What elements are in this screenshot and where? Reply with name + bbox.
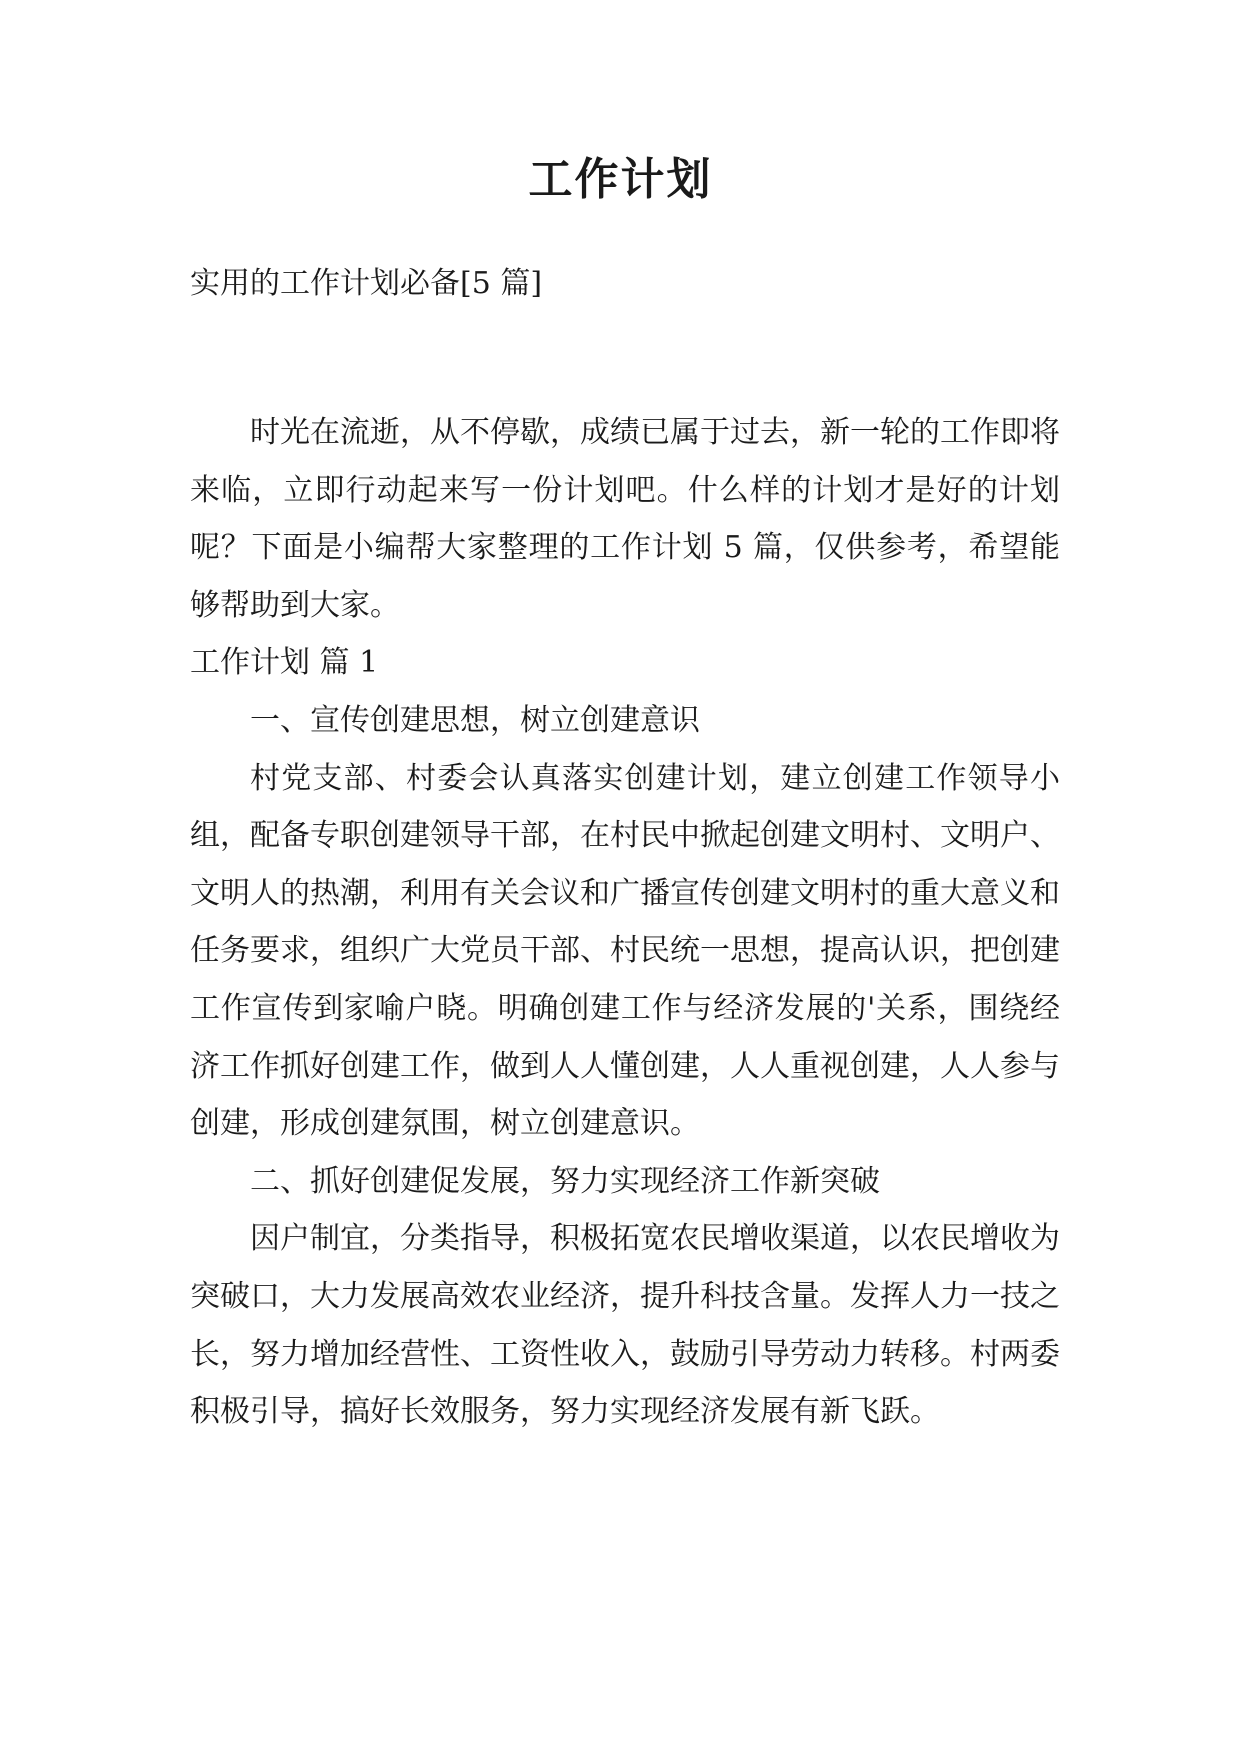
section-heading: 工作计划 篇 1 [190, 645, 379, 681]
subsection-heading-2: 二、抓好创建促发展，努力实现经济工作新突破 [250, 1163, 880, 1199]
document-body [190, 404, 1060, 1441]
intro-paragraph: 时光在流逝，从不停歇，成绩已属于过去，新一轮的工作即将来临，立即行动起来写一份计划吧。什么样的计划才是好的计划呢？下面是小编帮大家整理的工作计划 5 篇，仅供参考，希望能够帮助到大家。 [190, 415, 1060, 623]
document-title: 工作计划 [528, 154, 713, 205]
body-paragraph-2: 因户制宜，分类指导，积极拓宽农民增收渠道，以农民增收为突破口，大力发展高效农业经济，提升科技含量。发挥人力一技之长，努力增加经营性、工资性收入，鼓励引导劳动力转移。村两委积极引导，搞好长效服务，努力实现经济发展有新飞跃。 [190, 1221, 1060, 1430]
document-subtitle: 实用的工作计划必备[5 篇] [190, 266, 543, 301]
subsection-heading-1: 一、宣传创建思想，树立创建意识 [250, 702, 700, 738]
body-paragraph-1: 村党支部、村委会认真落实创建计划，建立创建工作领导小组，配备专职创建领导干部，在村民中掀起创建文明村、文明户、文明人的热潮，利用有关会议和广播宣传创建文明村的重大意义和任务要求，组织广大党员干部、村民统一思想，提高认识，把创建工作宣传到家喻户晓。明确创建工作与经济发展的'关系，围绕经济工作抓好创建工作，做到人人懂创建，人人重视创建，人人参与创建，形成创建氛围，树立创建意识。 [190, 760, 1060, 1142]
